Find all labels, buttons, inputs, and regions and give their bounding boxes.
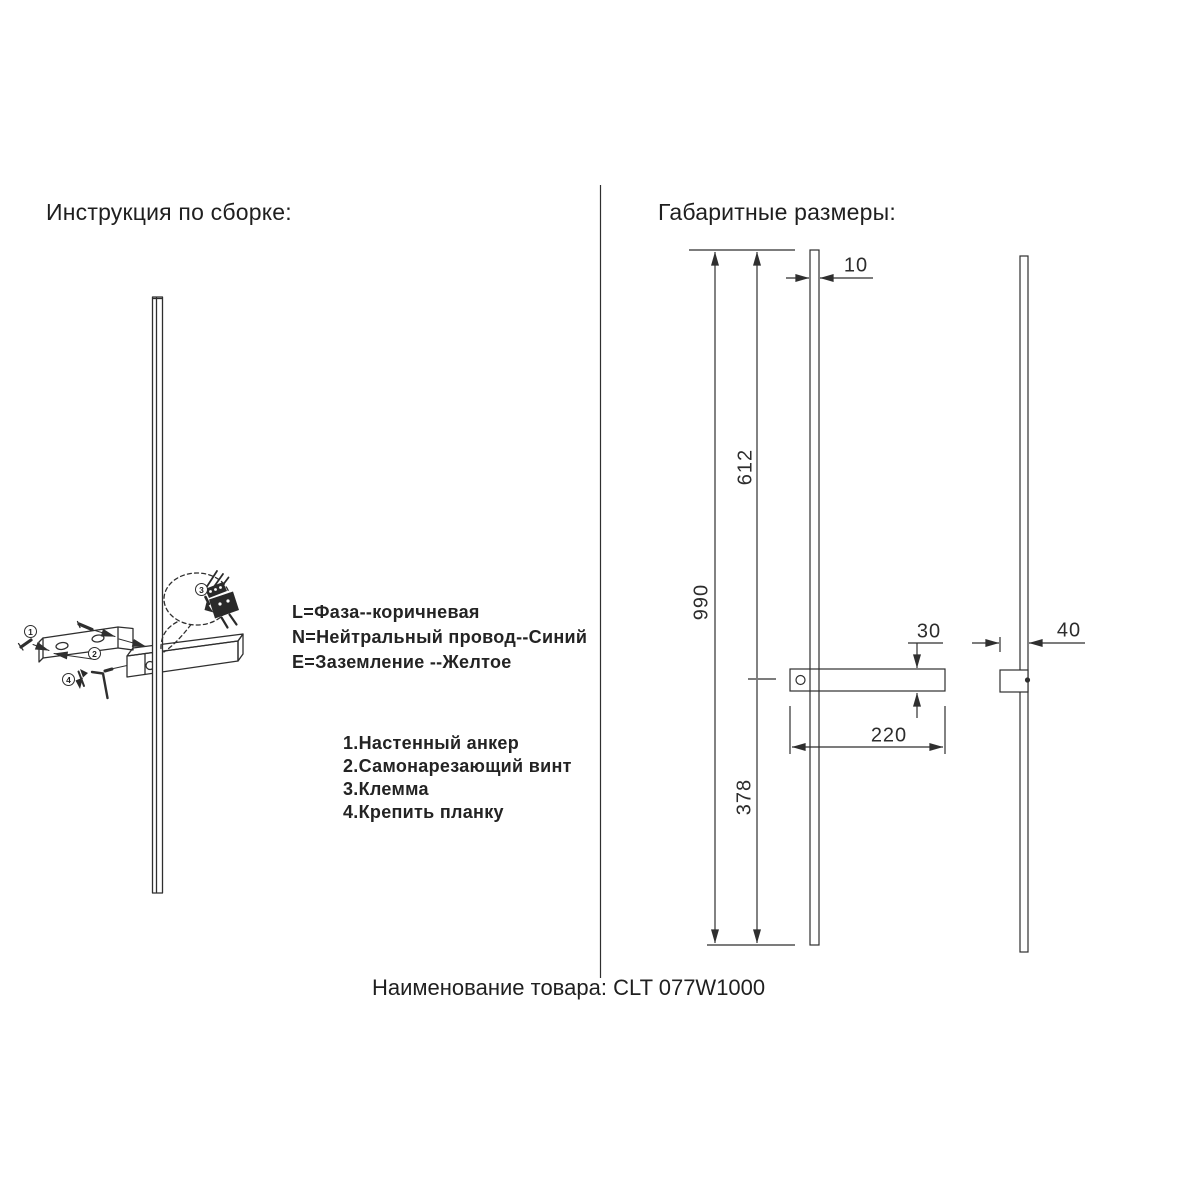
lamp-body-box — [127, 634, 243, 677]
parts-list-item-1: 1.Настенный анкер — [343, 733, 520, 753]
allen-key — [92, 672, 108, 698]
terminal-block — [205, 571, 240, 628]
dim-overall-height-label: 990 — [690, 583, 713, 621]
bracket-screw-dot — [1025, 677, 1030, 682]
assembly-section-title: Инструкция по сборке: — [46, 199, 292, 225]
product-name-line — [372, 975, 765, 1001]
set-screw — [105, 666, 127, 672]
product-code: CLT 077W1000 — [613, 975, 766, 1000]
side-view — [972, 256, 1085, 952]
wiring-line-phase: L=Фаза--коричневая — [292, 602, 480, 622]
dim-bracket-depth-label: 40 — [1056, 619, 1082, 642]
tube-side — [1020, 256, 1028, 952]
bracket-front — [790, 669, 945, 691]
lamp-tube — [153, 297, 163, 893]
tube-front — [810, 250, 819, 945]
parts-list-item-3: 3.Клемма — [343, 779, 429, 799]
wiring-line-ground: E=Заземление --Желтое — [292, 652, 512, 672]
wall-mount-plate — [39, 627, 133, 662]
assembly-drawing — [19, 297, 244, 893]
parts-list-item-4: 4.Крепить планку — [343, 802, 504, 822]
callout-1: 1 — [24, 625, 37, 638]
dim-upper-section-label: 612 — [734, 448, 757, 486]
wiring-legend — [292, 600, 587, 675]
dim-lower-section-label: 378 — [733, 778, 756, 816]
dim-bracket-length-label: 220 — [870, 724, 908, 747]
dim-bracket-height-label: 30 — [916, 620, 942, 643]
dimension-drawing — [689, 250, 1085, 952]
bracket-side — [1000, 670, 1028, 692]
wing-bolt — [76, 669, 89, 689]
bracket-hole — [796, 676, 805, 685]
dim-tube-width-label: 10 — [843, 254, 869, 277]
front-view — [689, 250, 945, 945]
parts-list-item-2: 2.Самонарезающий винт — [343, 756, 572, 776]
self-tapping-screw — [78, 622, 147, 647]
dimensions-section-title: Габаритные размеры: — [658, 199, 896, 225]
callout-4: 4 — [62, 673, 75, 686]
callout-3: 3 — [195, 583, 208, 596]
callout-2: 2 — [88, 647, 101, 660]
product-name-label: Наименование товара: — [372, 975, 607, 1000]
parts-list — [343, 732, 572, 824]
anchor-screw — [19, 640, 50, 651]
wiring-line-neutral: N=Нейтральный провод--Синий — [292, 627, 588, 647]
